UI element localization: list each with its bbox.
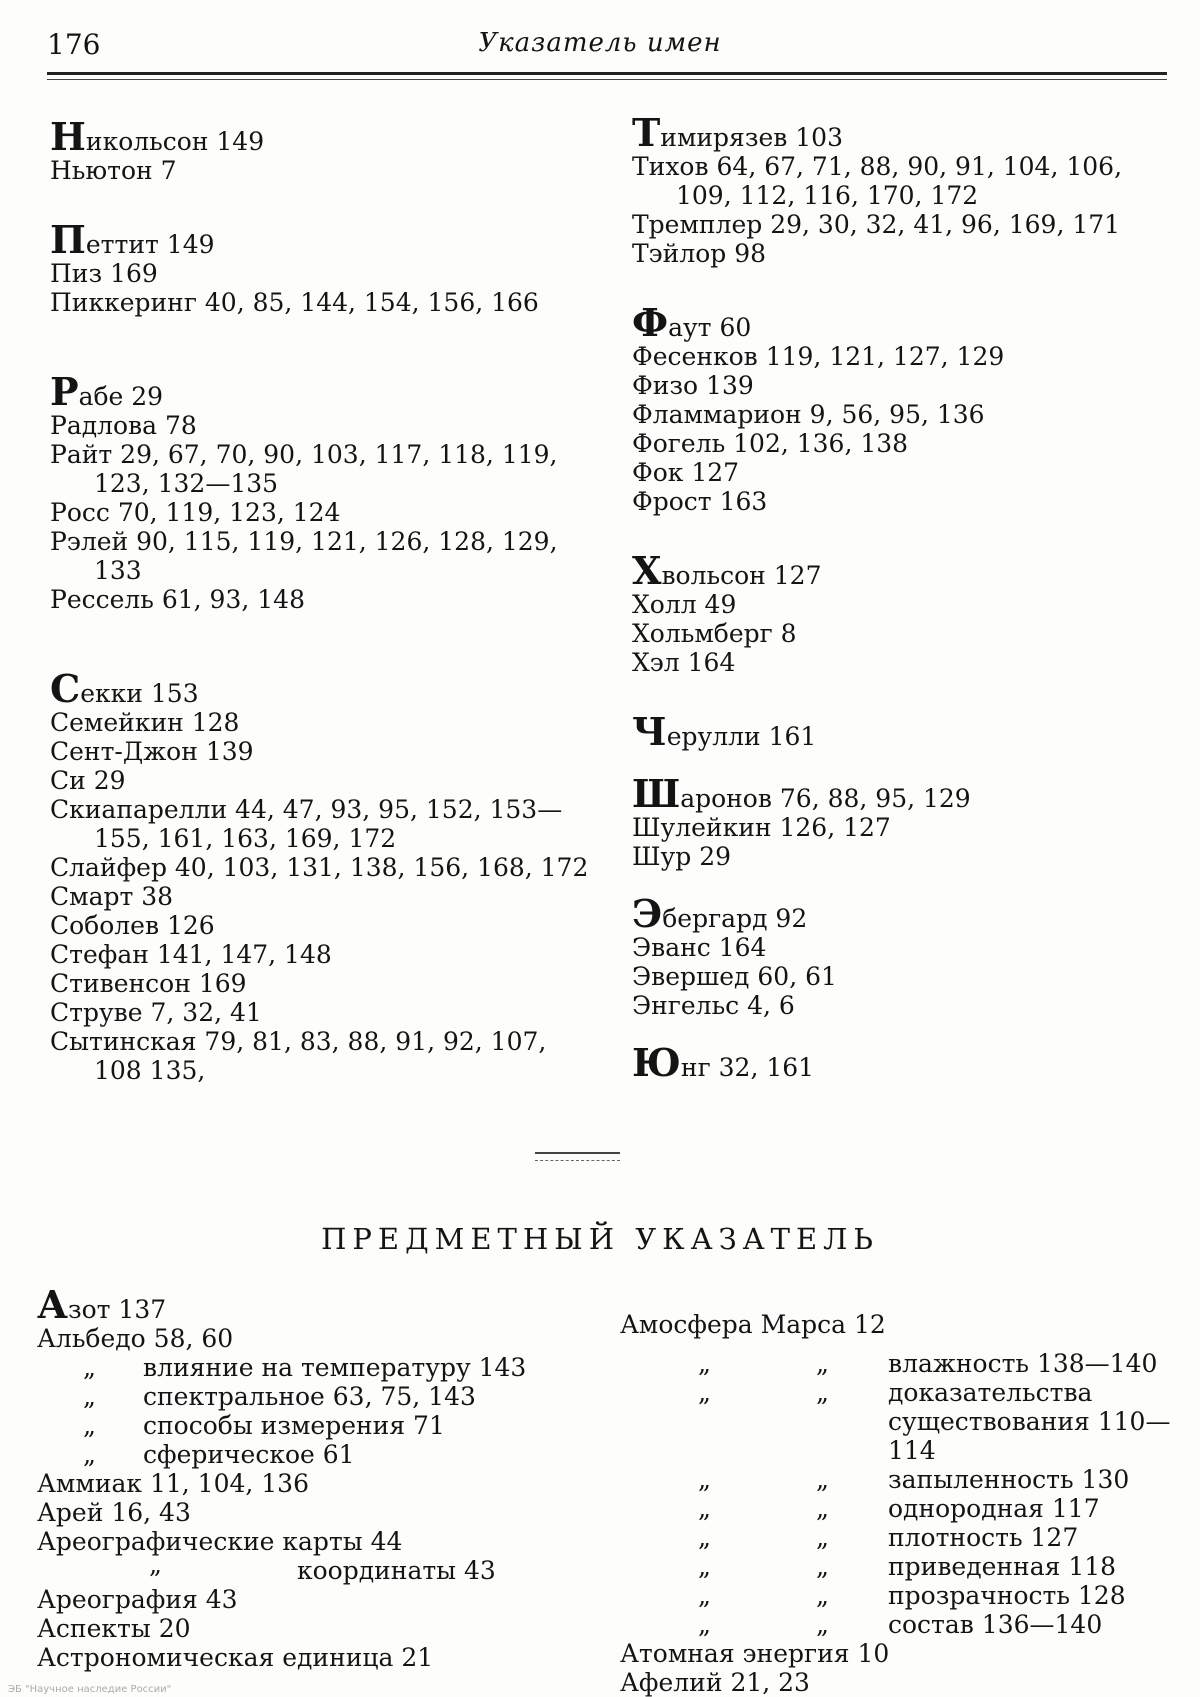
ditto-mark: „ bbox=[83, 1440, 96, 1469]
entry-text: запыленность 130 bbox=[888, 1465, 1130, 1494]
index-entry: Райт 29, 67, 70, 90, 103, 117, 118, 119, bbox=[50, 440, 558, 469]
letter-initial: Р bbox=[50, 369, 79, 414]
index-entry: Эвершед 60, 61 bbox=[632, 962, 837, 991]
index-entry: Струве 7, 32, 41 bbox=[50, 998, 262, 1027]
index-entry: 108 135, bbox=[94, 1056, 206, 1085]
index-entry: Стивенсон 169 bbox=[50, 969, 247, 998]
letter-initial: Т bbox=[632, 110, 661, 155]
subject-subentry bbox=[620, 1494, 1180, 1523]
watermark: ЭБ "Научное наследие России" bbox=[8, 1684, 172, 1695]
ditto-mark: „ bbox=[83, 1353, 96, 1382]
subject-entry: Арей 16, 43 bbox=[37, 1498, 191, 1527]
ditto-mark: „ bbox=[816, 1465, 829, 1494]
ditto-mark: „ bbox=[816, 1523, 829, 1552]
letter-initial: П bbox=[50, 217, 86, 262]
entry-text: бергард 92 bbox=[662, 904, 808, 933]
index-entry: Росс 70, 119, 123, 124 bbox=[50, 498, 341, 527]
subject-entry bbox=[37, 1550, 597, 1585]
subject-subentry bbox=[620, 1349, 1180, 1378]
section-divider bbox=[535, 1152, 620, 1161]
ditto-mark: „ bbox=[698, 1465, 711, 1494]
letter-initial: Ф bbox=[632, 300, 669, 345]
subject-entry: Ареографические карты 44 bbox=[37, 1527, 403, 1556]
index-entry: Шулейкин 126, 127 bbox=[632, 813, 891, 842]
ditto-mark: „ bbox=[816, 1378, 829, 1407]
header-rule bbox=[47, 72, 1167, 75]
letter-initial: Х bbox=[632, 548, 662, 593]
subject-entry bbox=[37, 1382, 597, 1411]
header-rule-thin bbox=[47, 79, 1167, 80]
spacer bbox=[632, 268, 1172, 308]
index-entry bbox=[50, 369, 610, 414]
index-entry bbox=[50, 114, 610, 159]
entry-text: координаты 43 bbox=[297, 1556, 496, 1585]
names-column-right bbox=[632, 110, 1172, 1085]
index-entry bbox=[632, 771, 1172, 816]
index-entry: Фесенков 119, 121, 127, 129 bbox=[632, 342, 1005, 371]
index-entry: Шур 29 bbox=[632, 842, 731, 871]
ditto-mark: „ bbox=[698, 1349, 711, 1378]
subject-entry bbox=[37, 1282, 597, 1327]
page-number: 176 bbox=[47, 28, 101, 61]
ditto-mark: „ bbox=[816, 1581, 829, 1610]
index-entry: Эванс 164 bbox=[632, 933, 767, 962]
index-entry: Фогель 102, 136, 138 bbox=[632, 429, 909, 458]
entry-text: ерулли 161 bbox=[666, 722, 817, 751]
index-entry: Хэл 164 bbox=[632, 648, 736, 677]
index-entry: Фламмарион 9, 56, 95, 136 bbox=[632, 400, 985, 429]
index-entry: Сент-Джон 139 bbox=[50, 737, 254, 766]
subject-entry bbox=[37, 1353, 597, 1382]
index-entry bbox=[632, 709, 1172, 754]
entry-text: влияние на температуру 143 bbox=[143, 1353, 527, 1382]
entry-text: приведенная 118 bbox=[888, 1552, 1117, 1581]
letter-initial: Н bbox=[50, 114, 86, 159]
entry-text: икольсон 149 bbox=[85, 127, 265, 156]
subject-entry: Атомная энергия 10 bbox=[620, 1639, 890, 1668]
entry-text: состав 136—140 bbox=[888, 1610, 1103, 1639]
index-entry: Тремплер 29, 30, 32, 41, 96, 169, 171 bbox=[632, 210, 1121, 239]
entry-text: влажность 138—140 bbox=[888, 1349, 1158, 1378]
index-entry: Рессель 61, 93, 148 bbox=[50, 585, 305, 614]
letter-initial: Ч bbox=[632, 709, 667, 754]
entry-text: вольсон 127 bbox=[661, 561, 822, 590]
ditto-mark: „ bbox=[83, 1382, 96, 1411]
index-entry bbox=[632, 110, 1172, 155]
index-entry: Пиккеринг 40, 85, 144, 154, 156, 166 bbox=[50, 288, 539, 317]
index-entry: Радлова 78 bbox=[50, 411, 197, 440]
ditto-mark: „ bbox=[698, 1581, 711, 1610]
ditto-mark: „ bbox=[83, 1411, 96, 1440]
letter-initial: Ю bbox=[632, 1040, 681, 1085]
letter-initial: Э bbox=[632, 891, 663, 936]
entry-text: абе 29 bbox=[78, 382, 164, 411]
subject-entry: Аммиак 11, 104, 136 bbox=[37, 1469, 309, 1498]
index-entry: Холл 49 bbox=[632, 590, 737, 619]
ditto-mark: „ bbox=[698, 1523, 711, 1552]
index-entry: Тэйлор 98 bbox=[632, 239, 767, 268]
entry-text: сферическое 61 bbox=[143, 1440, 355, 1469]
index-entry: Энгельс 4, 6 bbox=[632, 991, 795, 1020]
index-entry bbox=[632, 891, 1172, 936]
subject-subentry bbox=[620, 1378, 1180, 1465]
index-entry: Хольмберг 8 bbox=[632, 619, 797, 648]
index-entry: 123, 132—135 bbox=[94, 469, 279, 498]
subject-entry bbox=[37, 1411, 597, 1440]
ditto-mark: „ bbox=[698, 1494, 711, 1523]
index-entry: Фок 127 bbox=[632, 458, 740, 487]
subject-entry: Афелий 21, 23 bbox=[620, 1668, 810, 1697]
index-entry: Слайфер 40, 103, 131, 138, 156, 168, 172 bbox=[50, 853, 589, 882]
letter-initial: Ш bbox=[632, 771, 681, 816]
ditto-mark: „ bbox=[816, 1552, 829, 1581]
subject-subentry bbox=[620, 1465, 1180, 1494]
subject-column-right bbox=[620, 1310, 1180, 1697]
index-entry: Тихов 64, 67, 71, 88, 90, 91, 104, 106, bbox=[632, 152, 1123, 181]
ditto-mark: „ bbox=[816, 1494, 829, 1523]
index-entry: Физо 139 bbox=[632, 371, 754, 400]
entry-text: однородная 117 bbox=[888, 1494, 1100, 1523]
ditto-mark: „ bbox=[698, 1378, 711, 1407]
subject-index-title: ПРЕДМЕТНЫЙ УКАЗАТЕЛЬ bbox=[321, 1222, 879, 1256]
index-entry bbox=[632, 300, 1172, 345]
subject-subentry bbox=[620, 1581, 1180, 1610]
entry-text: екки 153 bbox=[80, 679, 199, 708]
index-entry: Сытинская 79, 81, 83, 88, 91, 92, 107, bbox=[50, 1027, 547, 1056]
index-entry: Соболев 126 bbox=[50, 911, 215, 940]
subject-entry: Ареография 43 bbox=[37, 1585, 238, 1614]
ditto-mark: „ bbox=[816, 1349, 829, 1378]
subject-entry bbox=[37, 1440, 597, 1469]
subject-entry: Альбедо 58, 60 bbox=[37, 1324, 234, 1353]
spacer bbox=[632, 871, 1172, 899]
index-entry: Ньютон 7 bbox=[50, 156, 177, 185]
entry-text: доказательства существования 110—114 bbox=[888, 1378, 1171, 1465]
entry-text: аут 60 bbox=[668, 313, 752, 342]
names-column-left bbox=[50, 114, 610, 1085]
entry-text: зот 137 bbox=[67, 1295, 167, 1324]
spacer bbox=[632, 516, 1172, 556]
index-entry: Рэлей 90, 115, 119, 121, 126, 128, 129, bbox=[50, 527, 558, 556]
index-entry: Семейкин 128 bbox=[50, 708, 240, 737]
subject-column-left bbox=[37, 1282, 597, 1672]
entry-text: еттит 149 bbox=[85, 230, 215, 259]
entry-text: спектральное 63, 75, 143 bbox=[143, 1382, 476, 1411]
entry-text: нг 32, 161 bbox=[680, 1053, 815, 1082]
index-entry bbox=[50, 217, 610, 262]
spacer bbox=[50, 317, 610, 377]
letter-initial: С bbox=[50, 666, 81, 711]
letter-initial: А bbox=[37, 1282, 68, 1327]
spacer bbox=[632, 677, 1172, 717]
running-head: Указатель имен bbox=[478, 28, 722, 58]
subject-entry: Аспекты 20 bbox=[37, 1614, 191, 1643]
subject-subentry bbox=[620, 1552, 1180, 1581]
index-entry: Си 29 bbox=[50, 766, 126, 795]
subject-subentry bbox=[620, 1523, 1180, 1552]
spacer bbox=[50, 614, 610, 674]
index-entry: Смарт 38 bbox=[50, 882, 174, 911]
index-entry: 109, 112, 116, 170, 172 bbox=[676, 181, 979, 210]
ditto-mark: „ bbox=[698, 1610, 711, 1639]
entry-text: плотность 127 bbox=[888, 1523, 1079, 1552]
ditto-mark: „ bbox=[698, 1552, 711, 1581]
index-entry bbox=[632, 1040, 1172, 1085]
entry-text: аронов 76, 88, 95, 129 bbox=[680, 784, 971, 813]
spacer bbox=[632, 751, 1172, 779]
index-entry: Стефан 141, 147, 148 bbox=[50, 940, 332, 969]
subject-subentry bbox=[620, 1610, 1180, 1639]
index-entry: Скиапарелли 44, 47, 93, 95, 152, 153— bbox=[50, 795, 563, 824]
entry-text: прозрачность 128 bbox=[888, 1581, 1126, 1610]
index-entry bbox=[50, 666, 610, 711]
index-entry: Фрост 163 bbox=[632, 487, 768, 516]
index-entry: 155, 161, 163, 169, 172 bbox=[94, 824, 397, 853]
entry-text: способы измерения 71 bbox=[143, 1411, 445, 1440]
spacer bbox=[632, 1020, 1172, 1048]
subject-entry: Амосфера Марса 12 bbox=[620, 1310, 886, 1339]
index-entry bbox=[632, 548, 1172, 593]
ditto-mark: „ bbox=[816, 1610, 829, 1639]
index-entry: Пиз 169 bbox=[50, 259, 158, 288]
index-entry: 133 bbox=[94, 556, 142, 585]
ditto-mark: „ bbox=[149, 1550, 162, 1579]
subject-entry: Астрономическая единица 21 bbox=[37, 1643, 434, 1672]
entry-text: имирязев 103 bbox=[660, 123, 843, 152]
spacer bbox=[50, 185, 610, 225]
